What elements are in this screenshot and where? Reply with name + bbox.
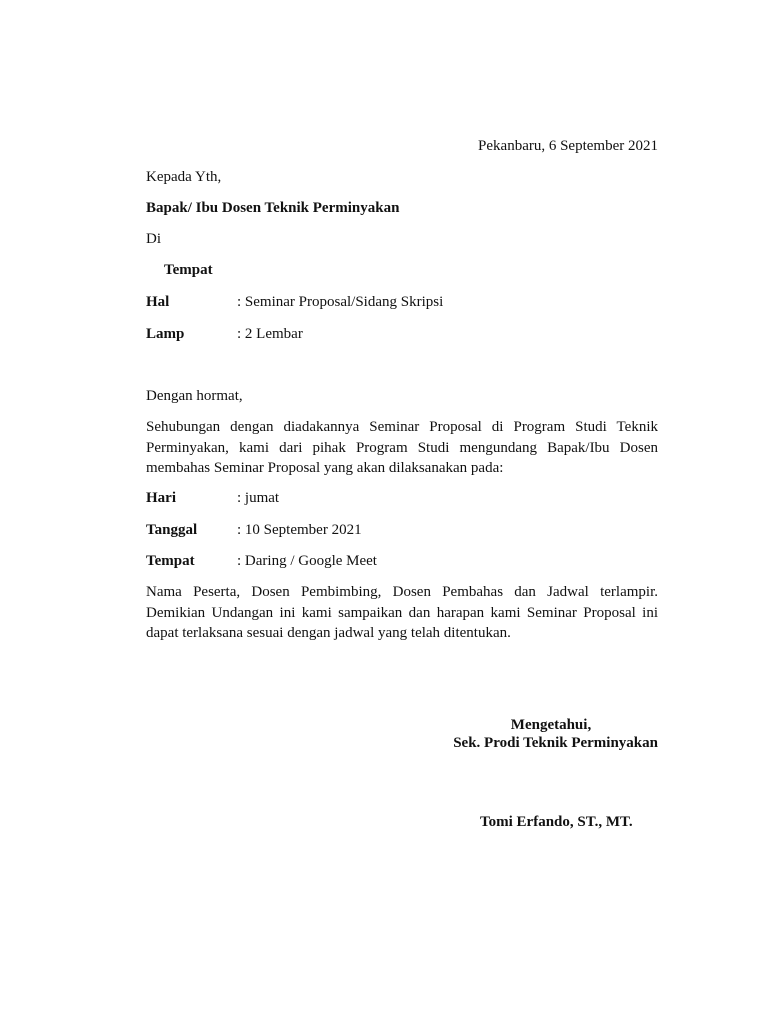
di-label: Di <box>146 231 161 247</box>
signature-name: Tomi Erfando, ST., MT. <box>480 814 633 830</box>
field-value-tanggal: : 10 September 2021 <box>237 522 362 538</box>
salutation-to: Kepada Yth, <box>146 169 222 185</box>
field-value-hal: : Seminar Proposal/Sidang Skripsi <box>237 294 444 310</box>
field-label-hal: Hal <box>146 294 170 310</box>
greeting: Dengan hormat, <box>146 388 243 404</box>
field-label-hari: Hari <box>146 490 176 506</box>
paragraph-intro: Sehubungan dengan diadakannya Seminar Proposal di Program Studi Teknik Perminyakan, kami dari pihak Program Studi mengundang Bapak/Ibu Dosen membahas Seminar Proposal yang akan dilaksanakan pada: <box>146 419 658 476</box>
field-label-tempat: Tempat <box>146 553 195 569</box>
field-value-tempat: : Daring / Google Meet <box>237 553 377 569</box>
field-label-tanggal: Tanggal <box>146 522 198 538</box>
signature-position: Sek. Prodi Teknik Perminyakan <box>453 735 658 751</box>
field-value-hari: : jumat <box>237 490 280 506</box>
field-value-lamp: : 2 Lembar <box>237 326 303 342</box>
signature-acknowledged: Mengetahui, <box>510 717 592 733</box>
tempat-label: Tempat <box>164 262 213 278</box>
date-line: Pekanbaru, 6 September 2021 <box>478 138 658 154</box>
paragraph-closing: Nama Peserta, Dosen Pembimbing, Dosen Pembahas dan Jadwal terlampir. Demikian Undangan ini kami sampaikan dan harapan kami Seminar Proposal ini dapat terlaksana sesuai dengan jadwal yang telah ditentukan. <box>146 584 658 641</box>
recipient: Bapak/ Ibu Dosen Teknik Perminyakan <box>146 200 400 216</box>
field-label-lamp: Lamp <box>146 326 185 342</box>
